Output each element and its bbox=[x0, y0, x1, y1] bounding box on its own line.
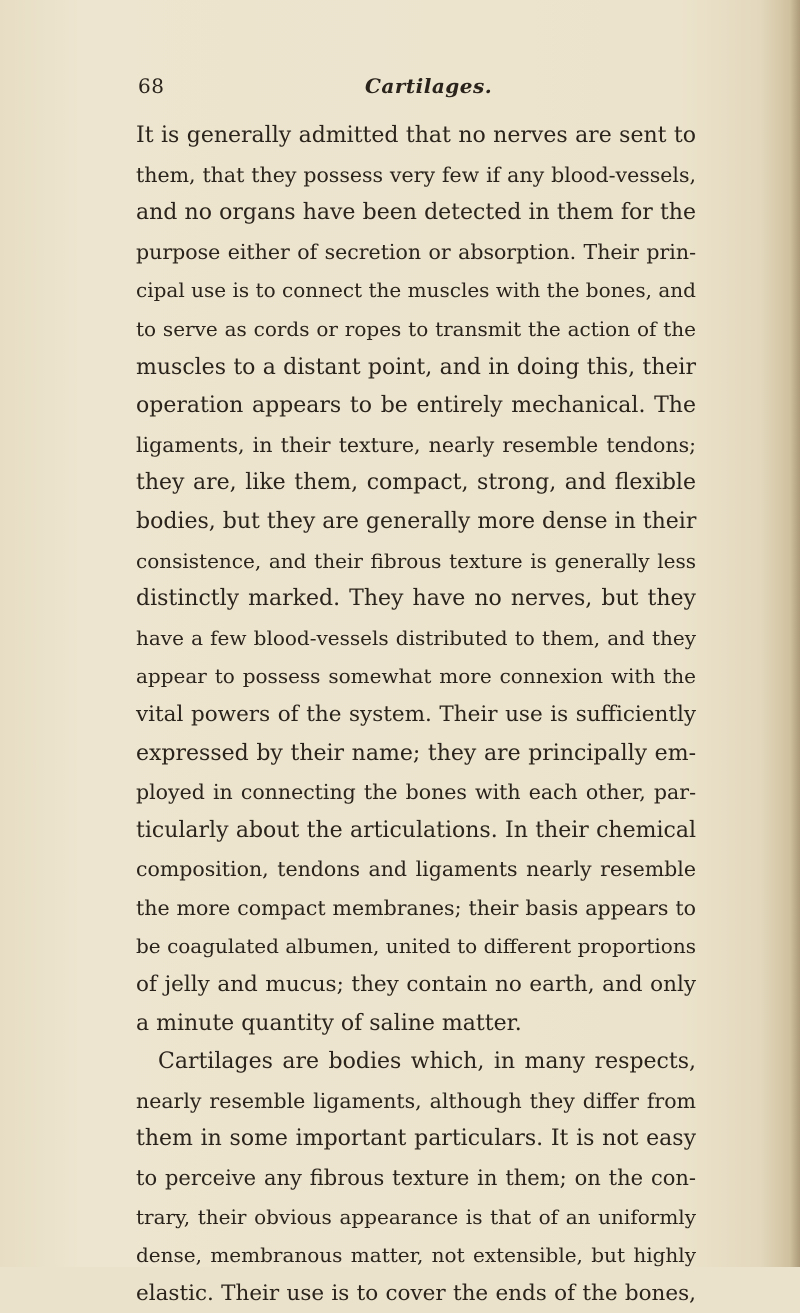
text-line: nearly resemble ligaments, although they differ from bbox=[136, 1088, 696, 1113]
text-line: bodies, but they are generally more dense in their bbox=[136, 508, 697, 534]
text-line: them, that they possess very few if any blood-vessels, bbox=[136, 162, 696, 187]
text-line-paragraph-end: a minute quantity of saline matter. bbox=[136, 1010, 522, 1036]
text-line: composition, tendons and ligaments nearly resemble bbox=[136, 857, 696, 882]
text-line: have a few blood-vessels distributed to them, and they bbox=[136, 625, 696, 650]
text-line: muscles to a distant point, and in doing this, their bbox=[136, 354, 696, 380]
text-line: ployed in connecting the bones with each other, par- bbox=[136, 780, 696, 805]
text-line: they are, like them, compact, strong, and flexible bbox=[136, 470, 696, 496]
text-line: consistence, and their fibrous texture is generally less bbox=[136, 548, 696, 573]
text-line: cipal use is to connect the muscles with the bones, and bbox=[136, 278, 696, 303]
text-line: ligaments, in their texture, nearly resemble tendons; bbox=[136, 432, 696, 457]
text-line: to serve as cords or ropes to transmit the action of the bbox=[136, 316, 696, 341]
page-header bbox=[138, 74, 698, 106]
text-line: distinctly marked. They have no nerves, but they bbox=[136, 586, 696, 612]
text-line: dense, membranous matter, not extensible, but highly bbox=[136, 1243, 696, 1268]
text-line-paragraph-start: Cartilages are bodies which, in many respects, bbox=[158, 1049, 696, 1075]
text-line: ticularly about the articulations. In their chemical bbox=[136, 817, 696, 843]
text-line: to perceive any fibrous texture in them; on the con- bbox=[136, 1166, 696, 1191]
body-text bbox=[136, 117, 696, 1313]
text-line: vital powers of the system. Their use is sufficiently bbox=[136, 701, 696, 727]
text-line: trary, their obvious appearance is that of an uniformly bbox=[136, 1204, 696, 1229]
page-number: 68 bbox=[138, 74, 165, 98]
text-line: be coagulated albumen, united to different proportions bbox=[136, 934, 696, 959]
text-line: elastic. Their use is to cover the ends of the bones, bbox=[136, 1280, 696, 1306]
page-edge-shadow bbox=[790, 0, 800, 1267]
text-line: expressed by their name; they are principally em- bbox=[136, 740, 696, 766]
text-line: It is generally admitted that no nerves are sent to bbox=[136, 123, 696, 148]
text-line: of jelly and mucus; they contain no earth, and only bbox=[136, 972, 696, 998]
text-line: appear to possess somewhat more connexion with the bbox=[136, 664, 696, 689]
text-line: them in some important particulars. It is not easy bbox=[136, 1126, 696, 1152]
text-line: the more compact membranes; their basis appears to bbox=[136, 895, 696, 920]
running-head: Cartilages. bbox=[365, 74, 493, 98]
text-line: operation appears to be entirely mechanical. The bbox=[136, 393, 696, 419]
text-line: and no organs have been detected in them for the bbox=[136, 200, 696, 226]
text-line: purpose either of secretion or absorption. Their prin- bbox=[136, 239, 696, 264]
